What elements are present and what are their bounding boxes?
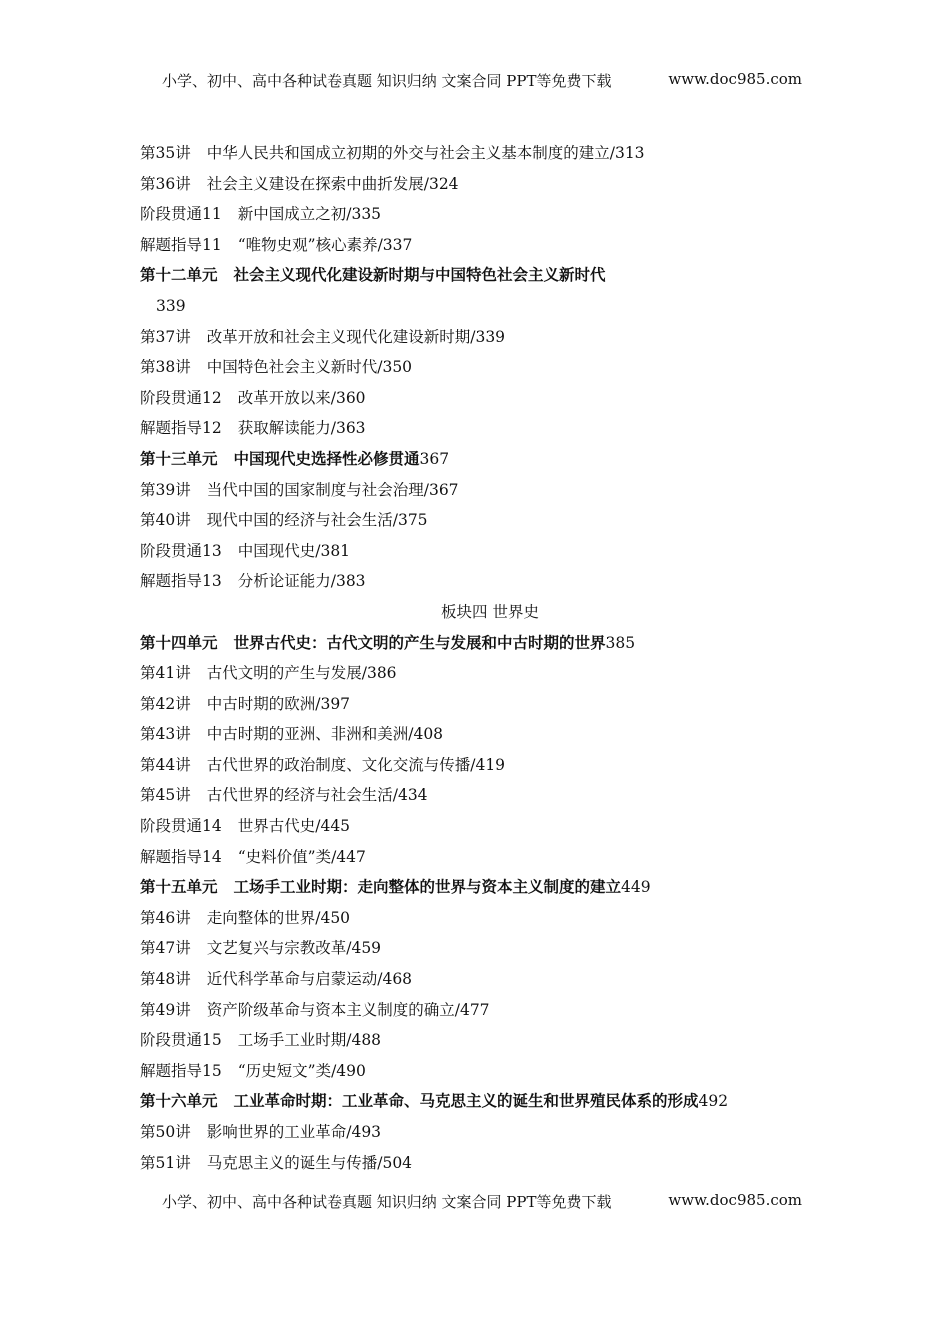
toc-title: 新中国成立之初/335 bbox=[237, 205, 382, 224]
toc-lesson-row bbox=[140, 693, 820, 724]
toc-label: 解题指导14 bbox=[140, 847, 222, 866]
toc-label: 第46讲 bbox=[140, 908, 191, 927]
toc-page-number: 367 bbox=[419, 449, 450, 468]
toc-title: 工业革命时期：工业革命、马克思主义的诞生和世界殖民体系的形成 bbox=[233, 1092, 699, 1111]
toc-label: 阶段贯通12 bbox=[140, 388, 222, 407]
section-heading: 板块四 世界史 bbox=[441, 602, 539, 621]
toc-lesson-row bbox=[140, 570, 820, 601]
toc-lesson-row bbox=[140, 356, 820, 387]
toc-title: 中华人民共和国成立初期的外交与社会主义基本制度的建立/313 bbox=[206, 144, 645, 162]
toc-label: 第十二单元 bbox=[140, 266, 218, 285]
toc-label: 第42讲 bbox=[140, 694, 191, 713]
toc-lesson-row bbox=[140, 1121, 820, 1152]
toc-label: 第49讲 bbox=[140, 1000, 191, 1019]
toc-title: 古代世界的政治制度、文化交流与传播/419 bbox=[206, 755, 506, 774]
footer-url: www.doc985.com bbox=[668, 1191, 802, 1209]
toc-label: 第41讲 bbox=[140, 664, 191, 683]
toc-title: 社会主义建设在探索中曲折发展/324 bbox=[206, 174, 459, 193]
toc-label: 第40讲 bbox=[140, 511, 191, 530]
toc-label: 解题指导11 bbox=[140, 235, 222, 254]
toc-unit-row bbox=[140, 876, 820, 907]
toc-lesson-row bbox=[140, 1029, 820, 1060]
toc-lesson-row bbox=[140, 662, 820, 693]
toc-title: 中国现代史选择性必修贯通 bbox=[233, 449, 420, 468]
header-url: www.doc985.com bbox=[668, 70, 802, 88]
toc-label: 第50讲 bbox=[140, 1123, 191, 1141]
toc-lesson-row bbox=[140, 784, 820, 815]
toc-label: 阶段贯通13 bbox=[140, 541, 222, 560]
toc-title: 影响世界的工业革命/493 bbox=[206, 1123, 382, 1141]
toc-title: 改革开放以来/360 bbox=[237, 388, 366, 407]
toc-lesson-row bbox=[140, 173, 820, 204]
toc-lesson-row bbox=[140, 999, 820, 1030]
toc-lesson-row bbox=[140, 234, 820, 265]
toc-title: 古代文明的产生与发展/386 bbox=[206, 664, 397, 683]
toc-title: “史料价值”类/447 bbox=[237, 847, 366, 866]
toc-lesson-row bbox=[140, 203, 820, 234]
toc-title: 资产阶级革命与资本主义制度的确立/477 bbox=[206, 1000, 490, 1019]
toc-lesson-row bbox=[140, 968, 820, 999]
toc-unit-row bbox=[140, 448, 820, 479]
toc-title: 社会主义现代化建设新时期与中国特色社会主义新时代 bbox=[233, 266, 606, 285]
toc-unit-row bbox=[140, 264, 820, 295]
toc-title: 工场手工业时期：走向整体的世界与资本主义制度的建立 bbox=[233, 878, 622, 897]
toc-title: 工场手工业时期/488 bbox=[237, 1031, 382, 1050]
toc-lesson-row bbox=[140, 937, 820, 968]
toc-title: 现代中国的经济与社会生活/375 bbox=[206, 511, 428, 530]
toc-title: 世界古代史/445 bbox=[237, 817, 351, 836]
toc-label: 第十四单元 bbox=[140, 633, 218, 652]
toc-lesson-row bbox=[140, 1060, 820, 1091]
toc-label: 第37讲 bbox=[140, 327, 191, 346]
toc-title: 中古时期的亚洲、非洲和美洲/408 bbox=[206, 725, 444, 744]
toc-page-number: 492 bbox=[698, 1092, 729, 1111]
toc-label: 阶段贯通15 bbox=[140, 1031, 222, 1050]
toc-unit-row bbox=[140, 1090, 820, 1121]
toc-lesson-row bbox=[140, 846, 820, 877]
toc-continuation-page: 339 bbox=[156, 296, 186, 315]
toc-label: 第十六单元 bbox=[140, 1092, 218, 1111]
toc-title: 分析论证能力/383 bbox=[237, 572, 366, 591]
table-of-contents bbox=[140, 142, 820, 1182]
toc-lesson-row bbox=[140, 907, 820, 938]
toc-lesson-row bbox=[140, 387, 820, 418]
toc-lesson-row bbox=[140, 417, 820, 448]
toc-lesson-row bbox=[140, 479, 820, 510]
toc-page-number: 385 bbox=[605, 633, 636, 652]
toc-lesson-row bbox=[140, 509, 820, 540]
toc-label: 解题指导13 bbox=[140, 572, 222, 591]
toc-title: 近代科学革命与启蒙运动/468 bbox=[206, 970, 413, 989]
toc-title: 世界古代史：古代文明的产生与发展和中古时期的世界 bbox=[233, 633, 606, 652]
toc-lesson-row bbox=[140, 540, 820, 571]
toc-label: 第十五单元 bbox=[140, 878, 218, 897]
header-text: 小学、初中、高中各种试卷真题 知识归纳 文案合同 PPT等免费下载 bbox=[162, 72, 612, 90]
toc-label: 第45讲 bbox=[140, 786, 191, 805]
toc-title: “历史短文”类/490 bbox=[237, 1061, 366, 1080]
toc-label: 第十三单元 bbox=[140, 449, 218, 468]
toc-unit-row bbox=[140, 632, 820, 663]
toc-label: 阶段贯通11 bbox=[140, 205, 222, 224]
toc-label: 第51讲 bbox=[140, 1153, 191, 1172]
toc-lesson-row bbox=[140, 723, 820, 754]
toc-label: 阶段贯通14 bbox=[140, 817, 222, 836]
toc-title: 中国现代史/381 bbox=[237, 541, 351, 560]
toc-title: 改革开放和社会主义现代化建设新时期/339 bbox=[206, 327, 506, 346]
toc-label: 第44讲 bbox=[140, 755, 191, 774]
toc-label: 第36讲 bbox=[140, 174, 191, 193]
toc-lesson-row bbox=[140, 815, 820, 846]
toc-lesson-row bbox=[140, 754, 820, 785]
toc-title: 古代世界的经济与社会生活/434 bbox=[206, 786, 428, 805]
toc-label: 第38讲 bbox=[140, 358, 191, 377]
toc-label: 解题指导12 bbox=[140, 419, 222, 438]
toc-label: 第39讲 bbox=[140, 480, 191, 499]
toc-title: 中古时期的欧洲/397 bbox=[206, 694, 351, 713]
footer-text: 小学、初中、高中各种试卷真题 知识归纳 文案合同 PPT等免费下载 bbox=[162, 1193, 612, 1211]
toc-label: 第35讲 bbox=[140, 144, 191, 162]
toc-title: 文艺复兴与宗教改革/459 bbox=[206, 939, 382, 958]
toc-title: “唯物史观”核心素养/337 bbox=[237, 235, 413, 254]
toc-page-number: 449 bbox=[621, 878, 651, 897]
toc-lesson-row bbox=[140, 1152, 820, 1183]
toc-title: 中国特色社会主义新时代/350 bbox=[206, 358, 413, 377]
toc-title: 当代中国的国家制度与社会治理/367 bbox=[206, 480, 459, 499]
page-header bbox=[162, 70, 802, 91]
toc-lesson-row bbox=[140, 326, 820, 357]
toc-title: 获取解读能力/363 bbox=[237, 419, 366, 438]
toc-label: 解题指导15 bbox=[140, 1061, 222, 1080]
page-footer bbox=[162, 1191, 802, 1212]
toc-label: 第47讲 bbox=[140, 939, 191, 958]
toc-label: 第43讲 bbox=[140, 725, 191, 744]
toc-title: 走向整体的世界/450 bbox=[206, 908, 351, 927]
toc-title: 马克思主义的诞生与传播/504 bbox=[206, 1153, 413, 1172]
toc-label: 第48讲 bbox=[140, 970, 191, 989]
toc-lesson-row bbox=[140, 142, 820, 173]
